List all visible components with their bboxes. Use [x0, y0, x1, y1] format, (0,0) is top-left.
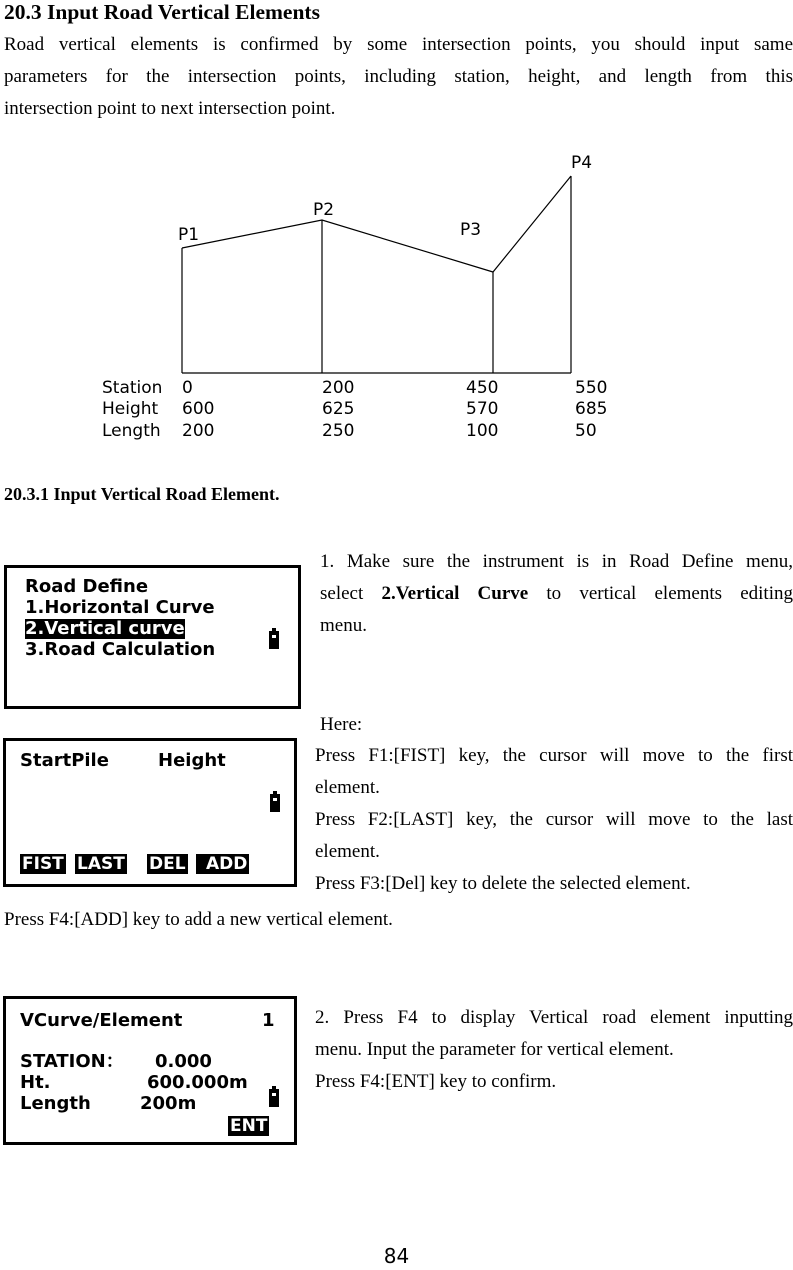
f4-line: Press F4:[ADD] key to add a new vertical element. — [4, 909, 393, 930]
menu-item-road-calculation[interactable]: 3.Road Calculation — [25, 639, 216, 660]
height-value[interactable]: 600.000m — [147, 1072, 248, 1093]
f2-line1: Press F2:[LAST] key, the cursor will move to the last — [315, 809, 793, 830]
p2-length: 250 — [322, 421, 355, 441]
p2-height: 625 — [322, 399, 355, 419]
p3-length: 100 — [466, 421, 499, 441]
length-value[interactable]: 200m — [140, 1093, 197, 1114]
p2-station: 200 — [322, 378, 355, 398]
point-label-p4: P4 — [571, 153, 593, 173]
step1-text — [320, 546, 793, 642]
step1-vertical-curve-bold: 2.Vertical Curve — [381, 583, 529, 604]
battery-icon — [270, 794, 280, 812]
p3-height: 570 — [466, 399, 499, 419]
f1-line2: element. — [315, 777, 380, 798]
intro-line-3: intersection point to next intersection point. — [4, 98, 336, 119]
menu-item-vertical-curve[interactable]: 2.Vertical curve — [25, 618, 185, 639]
p4-length: 50 — [575, 421, 597, 441]
menu-item-horizontal-curve[interactable]: 1.Horizontal Curve — [25, 597, 215, 618]
vertical-profile-diagram — [0, 140, 793, 450]
p4-station: 550 — [575, 378, 608, 398]
del-key[interactable]: DEL — [149, 854, 186, 874]
f1-line1: Press F1:[FIST] key, the cursor will move to the first — [315, 745, 793, 766]
step1-line1: 1. Make sure the instrument is in Road Define menu, — [320, 551, 793, 572]
ent-key[interactable]: ENT — [230, 1116, 268, 1136]
p1-station: 0 — [182, 378, 193, 398]
intro-paragraph — [4, 29, 793, 125]
here-block — [315, 740, 793, 900]
row-label-length: Length — [102, 421, 161, 441]
here-label: Here: — [320, 714, 363, 735]
intro-line-2: parameters for the intersection points, including station, height, and length from this — [4, 66, 793, 87]
point-label-p2: P2 — [313, 200, 335, 220]
step1-line3: menu. — [320, 615, 367, 636]
p1-length: 200 — [182, 421, 215, 441]
f3-line: Press F3:[Del] key to delete the selected element. — [315, 873, 691, 894]
add-key-label: ADD — [206, 854, 248, 874]
step1-line2-pre: select — [320, 583, 382, 604]
step2-line1: 2. Press F4 to display Vertical road element inputting — [315, 1007, 793, 1028]
vertical-element-list-screen — [3, 738, 297, 887]
col-header-startpile: StartPile — [20, 750, 109, 771]
profile-polyline — [182, 176, 571, 272]
point-label-p1: P1 — [178, 225, 200, 245]
station-value[interactable]: 0.000 — [155, 1051, 212, 1072]
length-label: Length — [20, 1093, 91, 1114]
road-define-screen — [4, 565, 301, 709]
row-label-station: Station — [102, 378, 163, 398]
road-define-title: Road Define — [25, 576, 149, 597]
last-key[interactable]: LAST — [77, 854, 125, 874]
station-label: STATION： — [20, 1051, 124, 1072]
p1-height: 600 — [182, 399, 215, 419]
profile-lines — [182, 176, 571, 373]
vcurve-element-screen — [3, 996, 297, 1145]
height-label: Ht. — [20, 1072, 51, 1093]
page-number: 84 — [383, 1244, 410, 1268]
step1-line2-post: to vertical elements editing — [528, 583, 793, 604]
row-label-height: Height — [102, 399, 159, 419]
battery-icon — [269, 1089, 279, 1107]
col-header-height: Height — [158, 750, 226, 771]
subsection-title: 20.3.1 Input Vertical Road Element. — [4, 484, 280, 504]
vcurve-title: VCurve/Element — [20, 1010, 183, 1031]
section-title: 20.3 Input Road Vertical Elements — [4, 0, 320, 24]
step1-line2 — [320, 578, 793, 610]
step2-line3: Press F4:[ENT] key to confirm. — [315, 1071, 557, 1092]
intro-line-1: Road vertical elements is confirmed by some intersection points, you should input same — [4, 34, 793, 55]
p4-height: 685 — [575, 399, 608, 419]
step2-text — [315, 1002, 793, 1098]
f2-line2: element. — [315, 841, 380, 862]
battery-icon — [269, 631, 279, 649]
point-label-p3: P3 — [460, 220, 482, 240]
p3-station: 450 — [466, 378, 499, 398]
vcurve-index: 1 — [262, 1010, 275, 1031]
step2-line2: menu. Input the parameter for vertical element. — [315, 1039, 674, 1060]
add-key[interactable] — [196, 854, 249, 874]
fist-key[interactable]: FIST — [22, 854, 64, 874]
